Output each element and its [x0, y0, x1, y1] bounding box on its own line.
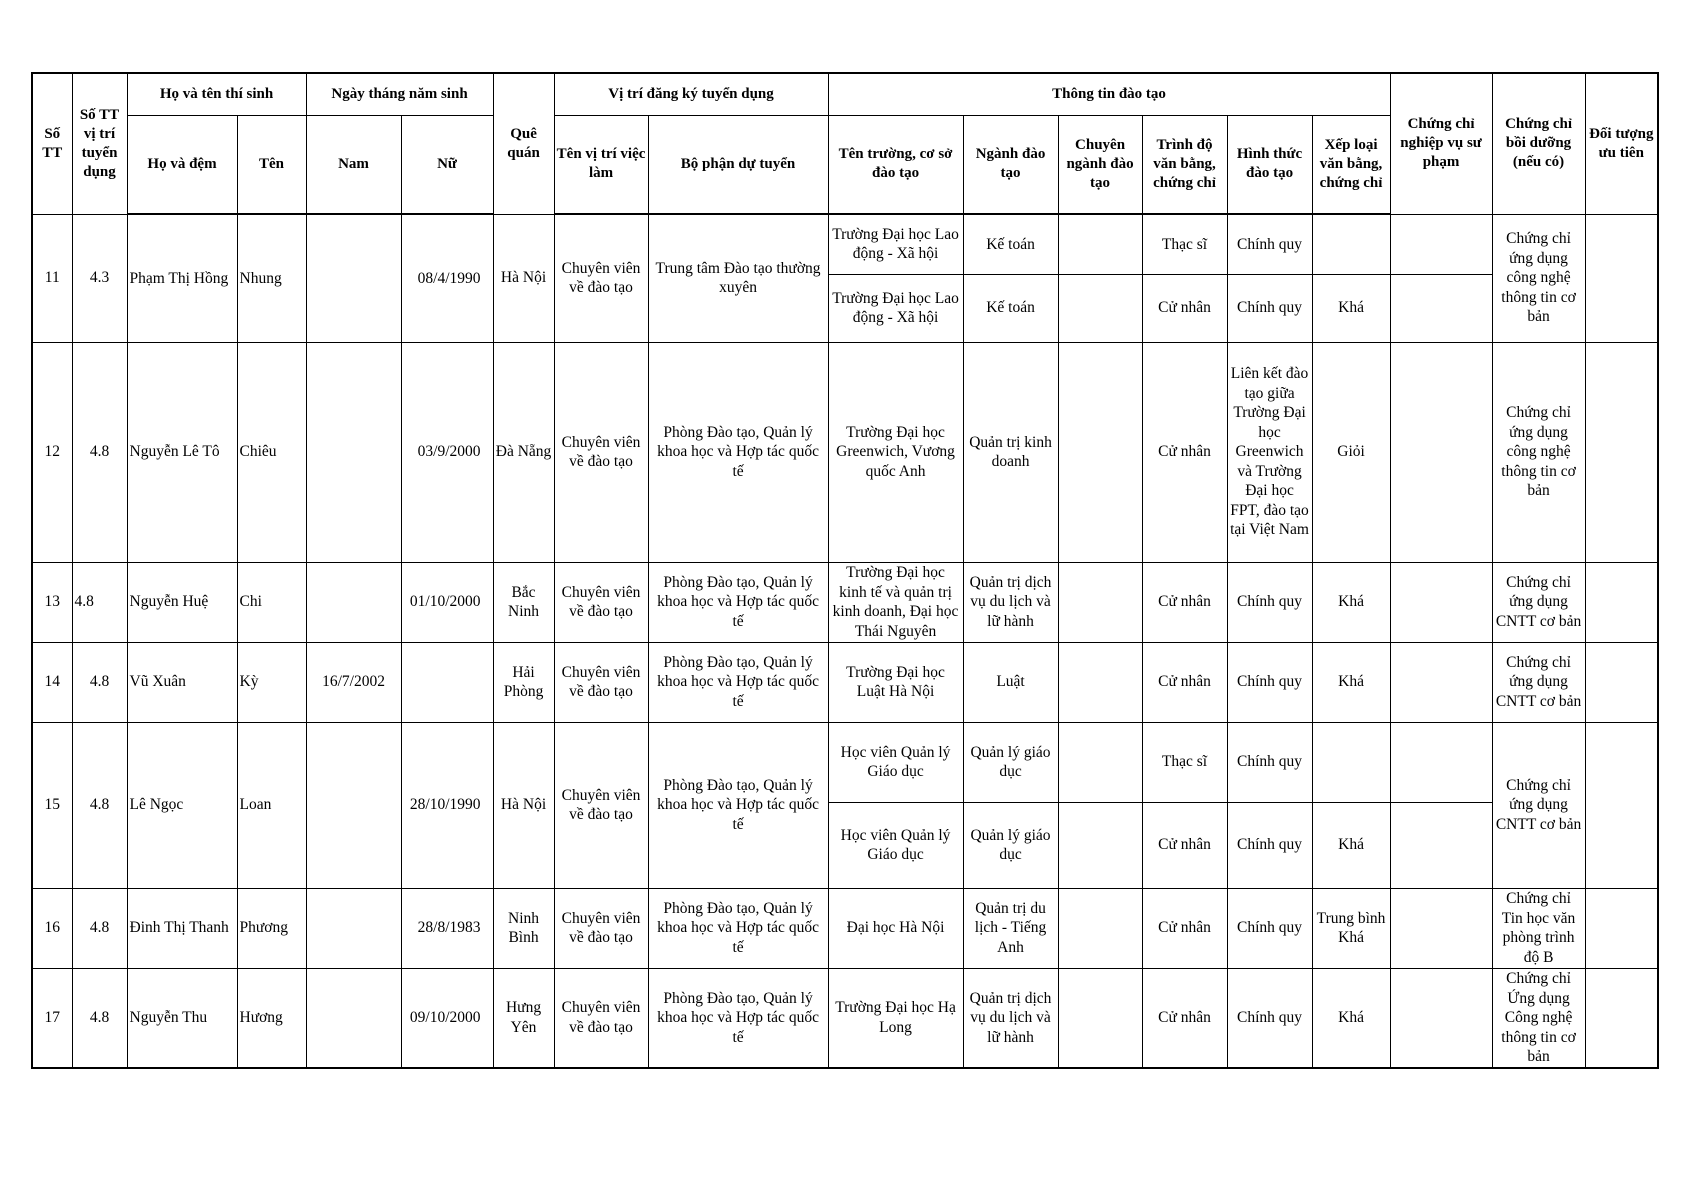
cell-nam [306, 722, 401, 888]
cell-quequan: Hà Nội [493, 722, 554, 888]
cell-xeploai: Khá [1312, 802, 1390, 888]
cell-tenvitri: Chuyên viên về đào tạo [554, 342, 648, 562]
cell-nganh: Quản trị dịch vụ du lịch và lữ hành [963, 968, 1058, 1068]
cell-ccnvsp [1390, 562, 1492, 642]
cell-nam [306, 342, 401, 562]
cell-nganh: Quản trị du lịch - Tiếng Anh [963, 888, 1058, 968]
cell-trinhdo: Cử nhân [1142, 968, 1227, 1068]
cell-trinhdo: Cử nhân [1142, 274, 1227, 342]
cell-quequan: Đà Nẵng [493, 342, 554, 562]
cell-truong: Đại học Hà Nội [828, 888, 963, 968]
table-body [32, 214, 1658, 1068]
cell-hinhthuc: Chính quy [1227, 642, 1312, 722]
cell-ccnvsp [1390, 642, 1492, 722]
cell-chuyennganh [1058, 562, 1142, 642]
cell-trinhdo: Cử nhân [1142, 342, 1227, 562]
table-row [32, 722, 1658, 802]
cell-stt: 16 [32, 888, 72, 968]
cell-stt: 13 [32, 562, 72, 642]
cell-ten: Chi [237, 562, 306, 642]
cell-bophan: Phòng Đào tạo, Quản lý khoa học và Hợp tác quốc tế [648, 342, 828, 562]
cell-chuyennganh [1058, 722, 1142, 802]
header-nu: Nữ [401, 115, 493, 214]
cell-ccboiduong: Chứng chỉ ứng dụng CNTT cơ bản [1492, 562, 1585, 642]
cell-truong: Học viên Quản lý Giáo dục [828, 722, 963, 802]
cell-chuyennganh [1058, 802, 1142, 888]
cell-ten: Kỳ [237, 642, 306, 722]
cell-bophan: Phòng Đào tạo, Quản lý khoa học và Hợp tác quốc tế [648, 562, 828, 642]
cell-quequan: Ninh Bình [493, 888, 554, 968]
cell-xeploai: Khá [1312, 562, 1390, 642]
cell-xeploai [1312, 722, 1390, 802]
cell-stt: 17 [32, 968, 72, 1068]
header-stt-vitri: Số TT vị trí tuyển dụng [72, 73, 127, 214]
cell-trinhdo: Cử nhân [1142, 888, 1227, 968]
cell-hinhthuc: Chính quy [1227, 888, 1312, 968]
cell-xeploai: Khá [1312, 642, 1390, 722]
cell-hinhthuc: Chính quy [1227, 562, 1312, 642]
cell-doituong [1585, 888, 1658, 968]
cell-xeploai: Trung bình Khá [1312, 888, 1390, 968]
cell-doituong [1585, 968, 1658, 1068]
cell-stt-vitri: 4.8 [72, 722, 127, 888]
cell-hinhthuc: Liên kết đào tạo giữa Trường Đại học Greenwich và Trường Đại học FPT, đào tạo tại Việt Nam [1227, 342, 1312, 562]
cell-nam [306, 968, 401, 1068]
cell-nam [306, 562, 401, 642]
cell-hodem: Nguyễn Lê Tô [127, 342, 237, 562]
cell-hodem: Vũ Xuân [127, 642, 237, 722]
cell-truong: Trường Đại học Hạ Long [828, 968, 963, 1068]
cell-doituong [1585, 342, 1658, 562]
cell-chuyennganh [1058, 274, 1142, 342]
cell-ccboiduong: Chứng chỉ Ứng dụng Công nghệ thông tin cơ bản [1492, 968, 1585, 1068]
cell-bophan: Phòng Đào tạo, Quản lý khoa học và Hợp tác quốc tế [648, 642, 828, 722]
cell-trinhdo: Thạc sĩ [1142, 214, 1227, 274]
cell-trinhdo: Thạc sĩ [1142, 722, 1227, 802]
cell-quequan: Hưng Yên [493, 968, 554, 1068]
cell-nu: 28/8/1983 [401, 888, 493, 968]
cell-stt: 15 [32, 722, 72, 888]
cell-quequan: Hải Phòng [493, 642, 554, 722]
cell-bophan: Trung tâm Đào tạo thường xuyên [648, 214, 828, 342]
cell-truong: Trường Đại học Lao động - Xã hội [828, 214, 963, 274]
header-hoten: Họ và tên thí sinh [127, 73, 306, 115]
table-header [32, 73, 1658, 214]
cell-hodem: Đinh Thị Thanh [127, 888, 237, 968]
cell-ccnvsp [1390, 722, 1492, 802]
cell-stt-vitri: 4.8 [72, 562, 127, 642]
cell-tenvitri: Chuyên viên về đào tạo [554, 888, 648, 968]
cell-hinhthuc: Chính quy [1227, 802, 1312, 888]
cell-tenvitri: Chuyên viên về đào tạo [554, 562, 648, 642]
cell-nganh: Quản lý giáo dục [963, 802, 1058, 888]
cell-tenvitri: Chuyên viên về đào tạo [554, 722, 648, 888]
cell-nam [306, 888, 401, 968]
table-row [32, 562, 1658, 642]
header-nganh: Ngành đào tạo [963, 115, 1058, 214]
header-xeploai: Xếp loại văn bằng, chứng chỉ [1312, 115, 1390, 214]
cell-doituong [1585, 562, 1658, 642]
cell-nu: 01/10/2000 [401, 562, 493, 642]
cell-ten: Loan [237, 722, 306, 888]
cell-truong: Học viên Quản lý Giáo dục [828, 802, 963, 888]
cell-trinhdo: Cử nhân [1142, 562, 1227, 642]
header-hodem: Họ và đệm [127, 115, 237, 214]
table-row [32, 342, 1658, 562]
table-row [32, 888, 1658, 968]
cell-ccboiduong: Chứng chỉ ứng dụng CNTT cơ bản [1492, 642, 1585, 722]
cell-hinhthuc: Chính quy [1227, 722, 1312, 802]
cell-quequan: Bắc Ninh [493, 562, 554, 642]
candidate-table [31, 72, 1659, 1069]
cell-nam: 16/7/2002 [306, 642, 401, 722]
cell-ccnvsp [1390, 888, 1492, 968]
cell-doituong [1585, 642, 1658, 722]
cell-nganh: Quản lý giáo dục [963, 722, 1058, 802]
header-stt: Số TT [32, 73, 72, 214]
header-nam: Nam [306, 115, 401, 214]
cell-truong: Trường Đại học Luật Hà Nội [828, 642, 963, 722]
cell-xeploai: Giỏi [1312, 342, 1390, 562]
cell-chuyennganh [1058, 968, 1142, 1068]
cell-nganh: Kế toán [963, 274, 1058, 342]
cell-ccnvsp [1390, 274, 1492, 342]
cell-xeploai [1312, 214, 1390, 274]
header-chuyennganh: Chuyên ngành đào tạo [1058, 115, 1142, 214]
cell-chuyennganh [1058, 888, 1142, 968]
cell-hinhthuc: Chính quy [1227, 274, 1312, 342]
cell-nu [401, 642, 493, 722]
cell-chuyennganh [1058, 342, 1142, 562]
table-row [32, 642, 1658, 722]
cell-ccnvsp [1390, 968, 1492, 1068]
cell-xeploai: Khá [1312, 274, 1390, 342]
cell-stt-vitri: 4.8 [72, 968, 127, 1068]
header-ngaysinh: Ngày tháng năm sinh [306, 73, 493, 115]
cell-chuyennganh [1058, 214, 1142, 274]
cell-nganh: Quản trị dịch vụ du lịch và lữ hành [963, 562, 1058, 642]
header-truong: Tên trường, cơ sở đào tạo [828, 115, 963, 214]
header-ten: Tên [237, 115, 306, 214]
cell-nu: 09/10/2000 [401, 968, 493, 1068]
cell-stt-vitri: 4.8 [72, 888, 127, 968]
cell-stt-vitri: 4.8 [72, 642, 127, 722]
cell-xeploai: Khá [1312, 968, 1390, 1068]
header-ccnvsp: Chứng chỉ nghiệp vụ sư phạm [1390, 73, 1492, 214]
header-hinhthuc: Hình thức đào tạo [1227, 115, 1312, 214]
cell-nganh: Quản trị kinh doanh [963, 342, 1058, 562]
cell-doituong [1585, 214, 1658, 342]
cell-stt: 14 [32, 642, 72, 722]
cell-hodem: Lê Ngọc [127, 722, 237, 888]
cell-stt-vitri: 4.8 [72, 342, 127, 562]
cell-ccboiduong: Chứng chỉ ứng dụng công nghệ thông tin cơ bản [1492, 214, 1585, 342]
cell-truong: Trường Đại học Greenwich, Vương quốc Anh [828, 342, 963, 562]
header-thongtin: Thông tin đào tạo [828, 73, 1390, 115]
cell-nu: 08/4/1990 [401, 214, 493, 342]
header-quequan: Quê quán [493, 73, 554, 214]
cell-ten: Nhung [237, 214, 306, 342]
cell-ccnvsp [1390, 342, 1492, 562]
cell-bophan: Phòng Đào tạo, Quản lý khoa học và Hợp tác quốc tế [648, 722, 828, 888]
cell-nu: 03/9/2000 [401, 342, 493, 562]
cell-tenvitri: Chuyên viên về đào tạo [554, 968, 648, 1068]
cell-hodem: Nguyễn Huệ [127, 562, 237, 642]
cell-nganh: Luật [963, 642, 1058, 722]
table-row [32, 214, 1658, 274]
cell-ten: Chiêu [237, 342, 306, 562]
cell-ccboiduong: Chứng chỉ ứng dụng CNTT cơ bản [1492, 722, 1585, 888]
cell-trinhdo: Cử nhân [1142, 642, 1227, 722]
cell-ten: Phương [237, 888, 306, 968]
cell-hodem: Nguyễn Thu [127, 968, 237, 1068]
cell-hinhthuc: Chính quy [1227, 214, 1312, 274]
cell-ccnvsp [1390, 214, 1492, 274]
cell-ten: Hương [237, 968, 306, 1068]
cell-ccboiduong: Chứng chỉ ứng dụng công nghệ thông tin cơ bản [1492, 342, 1585, 562]
cell-nganh: Kế toán [963, 214, 1058, 274]
cell-trinhdo: Cử nhân [1142, 802, 1227, 888]
cell-truong: Trường Đại học kinh tế và quản trị kinh doanh, Đại học Thái Nguyên [828, 562, 963, 642]
cell-hinhthuc: Chính quy [1227, 968, 1312, 1068]
cell-chuyennganh [1058, 642, 1142, 722]
header-bophan: Bộ phận dự tuyển [648, 115, 828, 214]
header-trinhdo: Trình độ văn bằng, chứng chỉ [1142, 115, 1227, 214]
cell-bophan: Phòng Đào tạo, Quản lý khoa học và Hợp tác quốc tế [648, 968, 828, 1068]
cell-stt-vitri: 4.3 [72, 214, 127, 342]
cell-stt: 11 [32, 214, 72, 342]
table-row [32, 968, 1658, 1068]
cell-doituong [1585, 722, 1658, 888]
cell-truong: Trường Đại học Lao động - Xã hội [828, 274, 963, 342]
cell-ccboiduong: Chứng chỉ Tin học văn phòng trình độ B [1492, 888, 1585, 968]
cell-ccnvsp [1390, 802, 1492, 888]
cell-tenvitri: Chuyên viên về đào tạo [554, 214, 648, 342]
cell-stt: 12 [32, 342, 72, 562]
header-tenvitri: Tên vị trí việc làm [554, 115, 648, 214]
header-doituong: Đối tượng ưu tiên [1585, 73, 1658, 214]
header-vitri: Vị trí đăng ký tuyển dụng [554, 73, 828, 115]
cell-nu: 28/10/1990 [401, 722, 493, 888]
cell-bophan: Phòng Đào tạo, Quản lý khoa học và Hợp tác quốc tế [648, 888, 828, 968]
cell-nam [306, 214, 401, 342]
cell-quequan: Hà Nội [493, 214, 554, 342]
header-ccboiduong: Chứng chỉ bồi dưỡng (nếu có) [1492, 73, 1585, 214]
cell-tenvitri: Chuyên viên về đào tạo [554, 642, 648, 722]
cell-hodem: Phạm Thị Hồng [127, 214, 237, 342]
